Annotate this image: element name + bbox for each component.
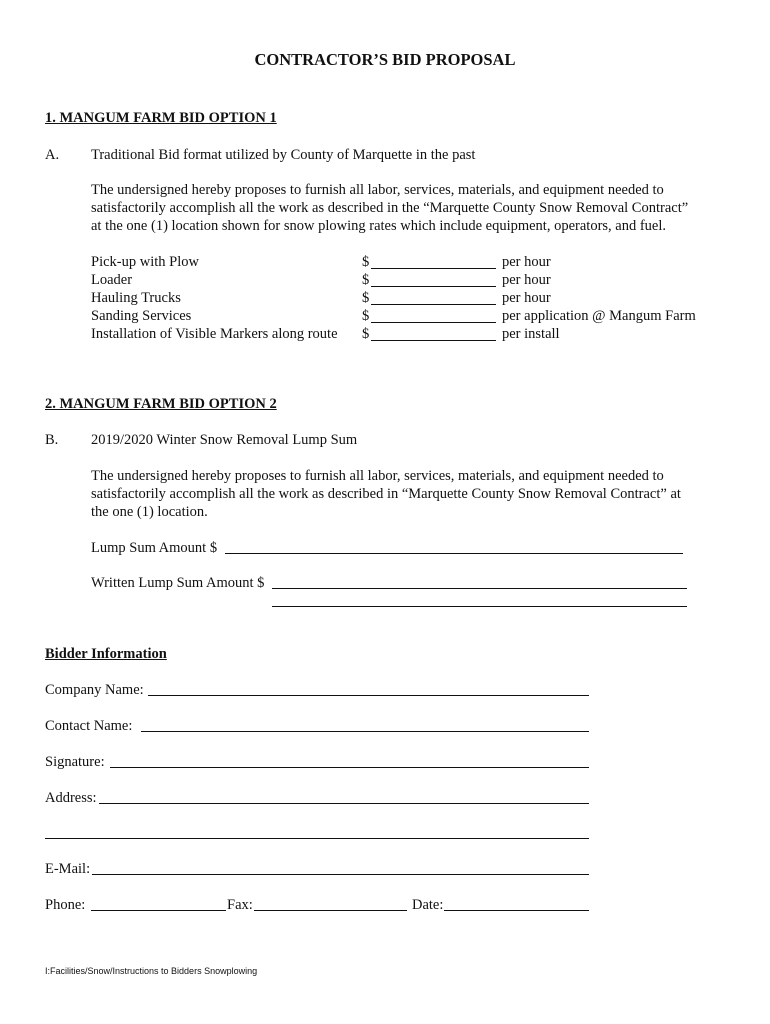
loader-rate-field[interactable] <box>371 286 496 287</box>
rate-item-label: Hauling Trucks <box>91 290 181 306</box>
phone-label: Phone: <box>45 897 86 913</box>
rate-unit: per install <box>502 326 560 342</box>
signature-field[interactable] <box>110 767 589 768</box>
rate-item-label: Pick-up with Plow <box>91 254 199 270</box>
section-2-marker: B. <box>45 432 59 448</box>
fax-field[interactable] <box>254 910 407 911</box>
written-lump-sum-label: Written Lump Sum Amount $ <box>91 575 265 591</box>
fax-label: Fax: <box>227 897 253 913</box>
section-1-paragraph-line: The undersigned hereby proposes to furnish all labor, services, materials, and equipment needed to <box>91 182 664 198</box>
page-title: CONTRACTOR’S BID PROPOSAL <box>254 50 516 69</box>
section-2-subtitle: 2019/2020 Winter Snow Removal Lump Sum <box>91 432 358 448</box>
rate-unit: per hour <box>502 254 551 270</box>
bidder-information-heading: Bidder Information <box>45 646 167 662</box>
rate-item-label: Installation of Visible Markers along route <box>91 326 338 342</box>
sanding-services-rate-field[interactable] <box>371 322 496 323</box>
section-1-marker: A. <box>45 147 60 163</box>
currency-symbol: $ <box>362 272 370 288</box>
address-field[interactable] <box>99 803 589 804</box>
date-label: Date: <box>412 897 444 913</box>
company-name-label: Company Name: <box>45 682 144 698</box>
lump-sum-label: Lump Sum Amount $ <box>91 540 218 556</box>
rate-item-label: Sanding Services <box>91 308 192 324</box>
date-field[interactable] <box>444 910 589 911</box>
section-1-paragraph-line: at the one (1) location shown for snow plowing rates which include equipment, operators, and fuel. <box>91 218 667 234</box>
company-name-field[interactable] <box>148 695 589 696</box>
section-2-paragraph-line: The undersigned hereby proposes to furnish all labor, services, materials, and equipment needed to <box>91 468 664 484</box>
signature-label: Signature: <box>45 754 105 770</box>
lump-sum-field[interactable] <box>225 553 683 554</box>
contact-name-field[interactable] <box>141 731 589 732</box>
rate-unit: per application @ Mangum Farm <box>502 308 696 324</box>
section-1-paragraph-line: satisfactorily accomplish all the work as described in the “Marquette County Snow Removal Contract” <box>91 200 689 216</box>
currency-symbol: $ <box>362 290 370 306</box>
address-label: Address: <box>45 790 97 806</box>
rate-unit: per hour <box>502 290 551 306</box>
email-label: E-Mail: <box>45 861 91 877</box>
pickup-plow-rate-field[interactable] <box>371 268 496 269</box>
email-field[interactable] <box>92 874 589 875</box>
rate-item-label: Loader <box>91 272 133 288</box>
rate-unit: per hour <box>502 272 551 288</box>
section-2-heading: 2. MANGUM FARM BID OPTION 2 <box>45 396 277 412</box>
currency-symbol: $ <box>362 308 370 324</box>
contact-name-label: Contact Name: <box>45 718 133 734</box>
currency-symbol: $ <box>362 254 370 270</box>
phone-field[interactable] <box>91 910 226 911</box>
visible-markers-rate-field[interactable] <box>371 340 496 341</box>
currency-symbol: $ <box>362 326 370 342</box>
written-lump-sum-field-line-2[interactable] <box>272 606 687 607</box>
section-2-paragraph-line: the one (1) location. <box>91 504 208 520</box>
section-1-subtitle: Traditional Bid format utilized by County of Marquette in the past <box>91 147 476 163</box>
written-lump-sum-field[interactable] <box>272 588 687 589</box>
footer-path: I:Facilities/Snow/Instructions to Bidders Snowplowing <box>45 966 258 976</box>
section-2-paragraph-line: satisfactorily accomplish all the work as described in “Marquette County Snow Removal Contract” at <box>91 486 681 502</box>
address-field-line-2[interactable] <box>45 838 589 839</box>
section-1-heading: 1. MANGUM FARM BID OPTION 1 <box>45 110 277 126</box>
hauling-trucks-rate-field[interactable] <box>371 304 496 305</box>
